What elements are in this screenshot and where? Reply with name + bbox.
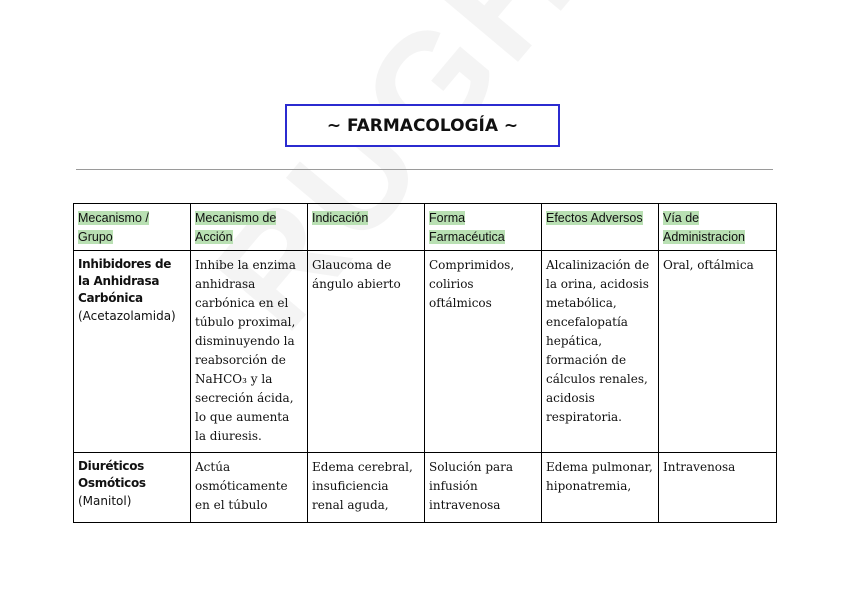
page-title: ~ FARMACOLOGÍA ~: [285, 104, 560, 147]
header-cell: [425, 204, 542, 251]
header-label: Mecanismo de Acción: [195, 211, 277, 244]
indication-cell: Glaucoma de ángulo abierto: [308, 251, 425, 453]
table-header-row: [74, 204, 777, 251]
group-name: Inhibidores de la Anhidrasa Carbónica: [78, 257, 172, 305]
adverse-effects-cell: Alcalinización de la orina, acidosis metabólica, encefalopatía hepática, formación de cálculos renales, acidosis respiratoria.: [542, 251, 659, 453]
group-cell: [74, 251, 191, 453]
header-cell: [74, 204, 191, 251]
adverse-effects-cell: Edema pulmonar, hiponatremia,: [542, 453, 659, 523]
form-cell: Comprimidos, colirios oftálmicos: [425, 251, 542, 453]
header-label: Indicación: [312, 211, 369, 225]
header-label: Vía de Administracion: [663, 211, 745, 244]
drug-name: (Acetazolamida): [78, 309, 176, 323]
group-cell: [74, 453, 191, 523]
table-row: [74, 251, 777, 453]
group-name: Diuréticos Osmóticos: [78, 459, 146, 490]
indication-cell: Edema cerebral, insuficiencia renal aguda,: [308, 453, 425, 523]
table-row: [74, 453, 777, 523]
route-cell: Oral, oftálmica: [659, 251, 777, 453]
header-label: Efectos Adversos: [546, 211, 643, 225]
header-cell: [191, 204, 308, 251]
form-cell: Solución para infusión intravenosa: [425, 453, 542, 523]
header-cell: [308, 204, 425, 251]
header-cell: [659, 204, 777, 251]
divider-line: [76, 169, 773, 170]
mechanism-cell: Inhibe la enzima anhidrasa carbónica en el túbulo proximal, disminuyendo la reabsorción de NaHCO₃ y la secreción ácida, lo que aumenta la diuresis.: [191, 251, 308, 453]
mechanism-cell: Actúa osmóticamente en el túbulo: [191, 453, 308, 523]
drug-name: (Manitol): [78, 494, 132, 508]
pharmacology-table: [73, 203, 777, 523]
header-label: Mecanismo / Grupo: [78, 211, 149, 244]
route-cell: Intravenosa: [659, 453, 777, 523]
header-label: Forma Farmacéutica: [429, 211, 505, 244]
header-cell: [542, 204, 659, 251]
